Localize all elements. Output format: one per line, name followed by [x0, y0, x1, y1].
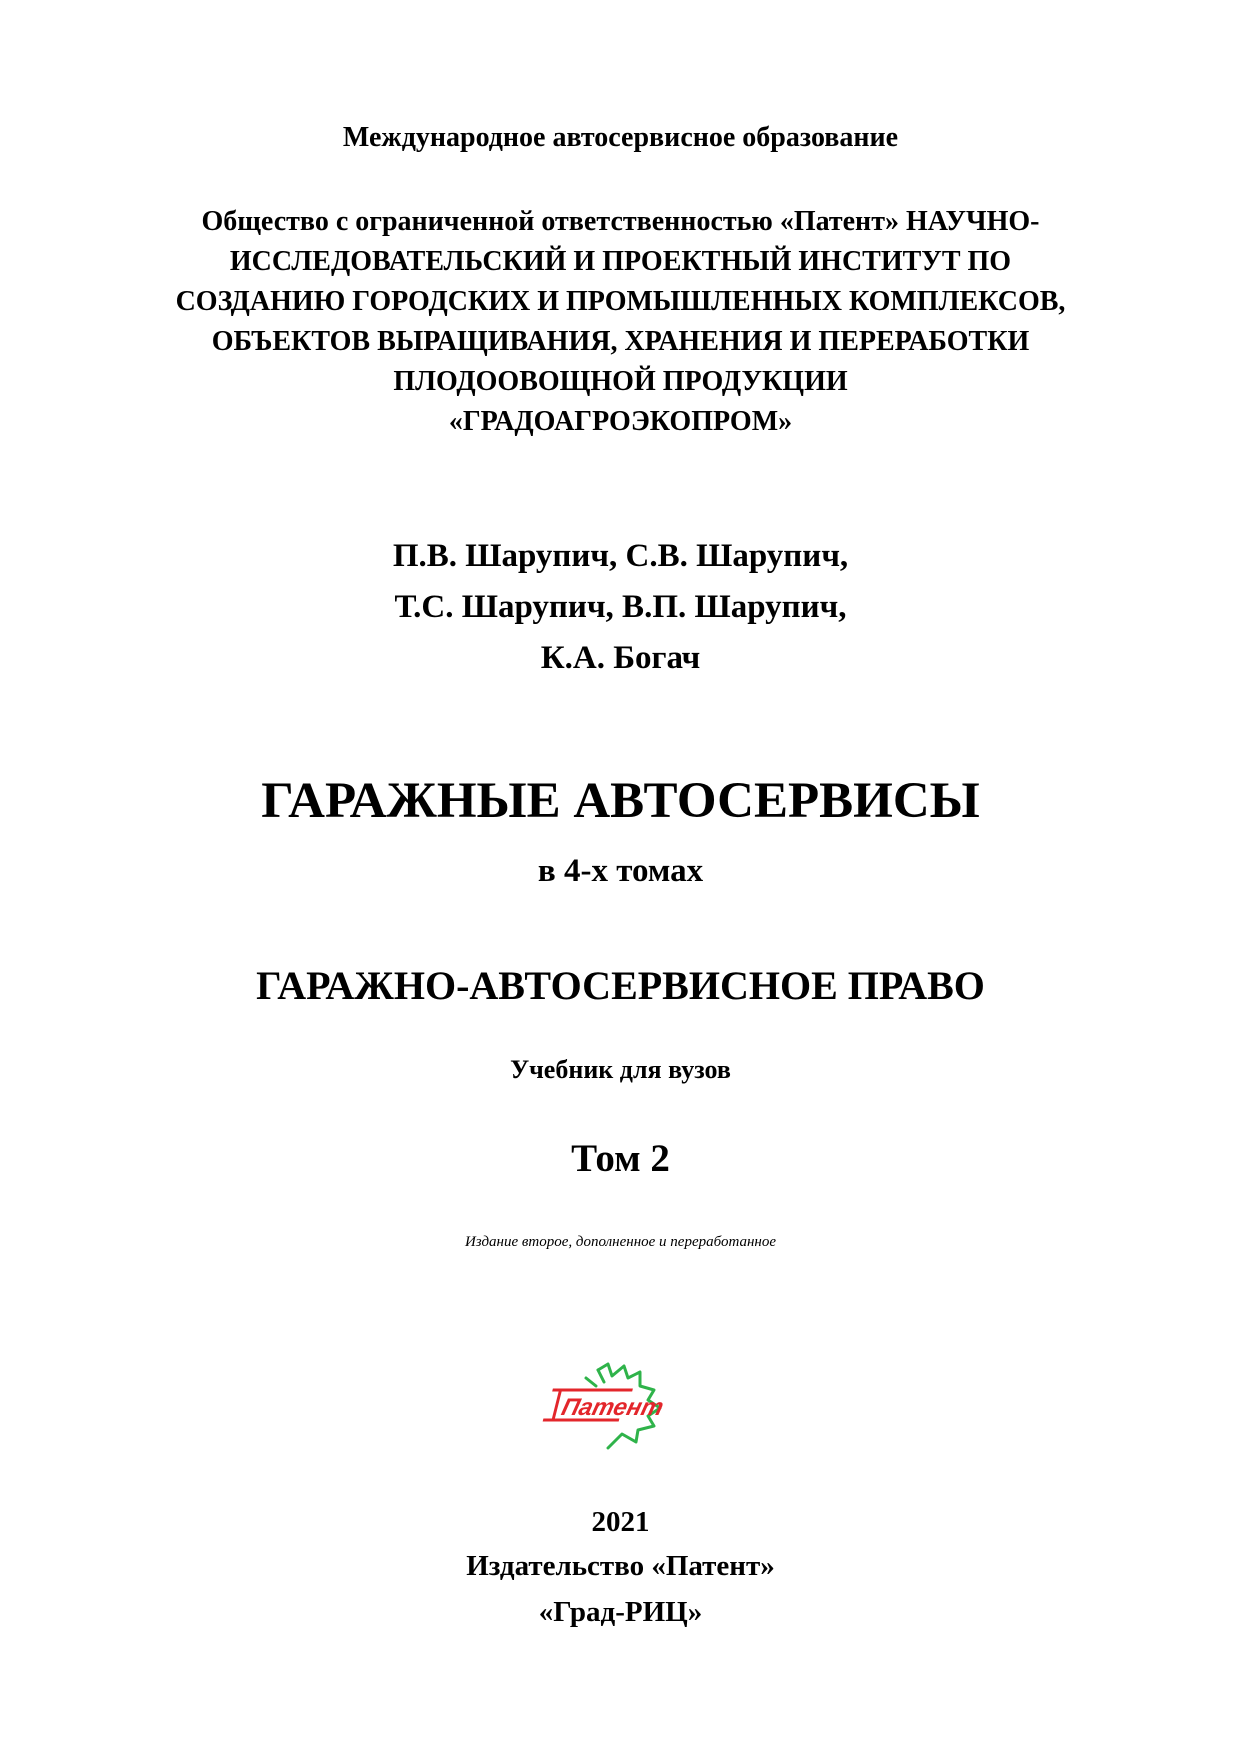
edition-note: Издание второе, дополненное и переработанное	[464, 1234, 777, 1250]
organization-line: «ГРАДОАГРОЭКОПРОМ»	[448, 406, 793, 437]
organization-line: ПЛОДООВОЩНОЙ ПРОДУКЦИИ	[393, 366, 848, 397]
logo-wordmark	[543, 1390, 667, 1421]
volumes-count: в 4-х томах	[537, 853, 704, 889]
publisher-name: Издательство «Патент»	[466, 1550, 775, 1582]
textbook-label: Учебник для вузов	[510, 1055, 731, 1084]
series-title: Международное автосервисное образование	[342, 122, 899, 153]
organization-line: ОБЪЕКТОВ ВЫРАЩИВАНИЯ, ХРАНЕНИЯ И ПЕРЕРАБОТКИ	[211, 326, 1030, 357]
publisher-name: «Град-РИЦ»	[538, 1596, 703, 1628]
organization-line: ИССЛЕДОВАТЕЛЬСКИЙ И ПРОЕКТНЫЙ ИНСТИТУТ ПО	[229, 246, 1012, 277]
authors-line: Т.С. Шарупич, В.П. Шарупич,	[394, 589, 847, 625]
organization-line: Общество с ограниченной ответственностью «Патент» НАУЧНО-	[201, 206, 1040, 237]
publication-year: 2021	[591, 1506, 650, 1538]
organization-line: СОЗДАНИЮ ГОРОДСКИХ И ПРОМЫШЛЕННЫХ КОМПЛЕКСОВ,	[175, 286, 1066, 317]
patent-logo-icon	[536, 1360, 674, 1450]
book-title: ГАРАЖНЫЕ АВТОСЕРВИСЫ	[261, 773, 980, 829]
svg-text:Патент: Патент	[558, 1394, 667, 1421]
authors-line: К.А. Богач	[540, 640, 701, 676]
book-subtitle: ГАРАЖНО-АВТОСЕРВИСНОЕ ПРАВО	[256, 963, 985, 1008]
authors-line: П.В. Шарупич, С.В. Шарупич,	[392, 538, 849, 574]
volume-label: Том 2	[571, 1137, 670, 1180]
